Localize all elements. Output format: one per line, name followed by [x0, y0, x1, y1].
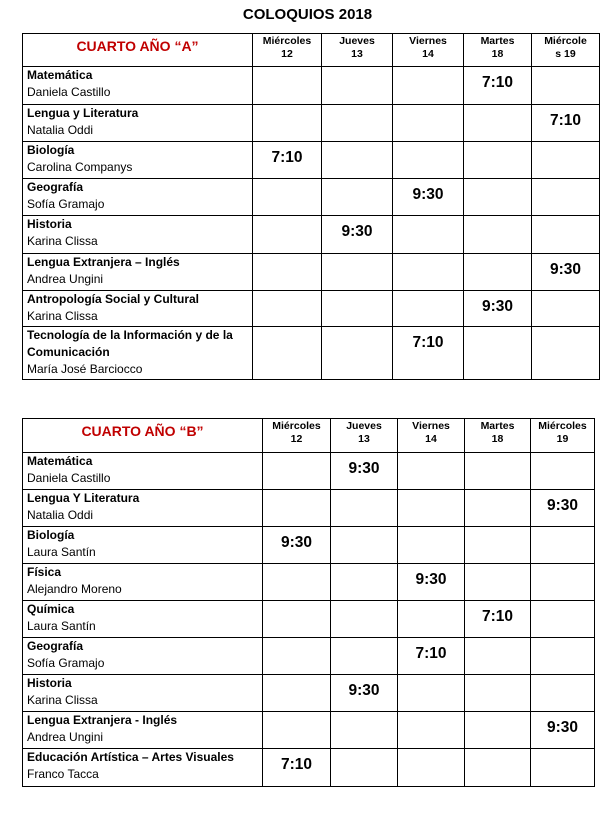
time-cell — [322, 105, 393, 142]
table-row — [23, 638, 595, 675]
subject-cell — [23, 638, 263, 675]
table-row — [23, 142, 600, 179]
time-cell — [465, 638, 531, 675]
time-cell — [331, 638, 398, 675]
table-row — [23, 564, 595, 601]
table-row — [23, 327, 600, 380]
teacher-name: Sofía Gramajo — [27, 197, 105, 211]
time-cell: 7:10 — [253, 142, 322, 179]
time-cell — [398, 490, 465, 527]
teacher-name: María José Barciocco — [27, 362, 143, 376]
subject-cell — [23, 453, 263, 490]
subject-name: Tecnología de la Información y de la Comunicación — [27, 328, 233, 359]
subject-name: Historia — [27, 676, 72, 690]
time-cell: 9:30 — [532, 254, 600, 291]
time-cell — [464, 254, 532, 291]
time-cell: 7:10 — [398, 638, 465, 675]
time-cell — [531, 638, 595, 675]
time-cell — [253, 105, 322, 142]
day-header — [531, 419, 595, 453]
table-row — [23, 216, 600, 254]
time-cell — [263, 675, 331, 712]
subject-cell — [23, 216, 253, 254]
time-cell — [253, 254, 322, 291]
time-cell — [532, 216, 600, 254]
subject-cell — [23, 749, 263, 787]
subject-name: Biología — [27, 143, 75, 157]
time-cell — [465, 712, 531, 749]
table-row — [23, 105, 600, 142]
schedule-table-b — [22, 418, 595, 787]
day-header — [464, 34, 532, 67]
subject-cell — [23, 179, 253, 216]
time-cell — [532, 179, 600, 216]
subject-name: Educación Artística – Artes Visuales — [27, 750, 234, 764]
subject-name: Lengua Y Literatura — [27, 491, 140, 505]
time-cell — [331, 712, 398, 749]
header-row — [23, 419, 595, 453]
time-cell — [331, 749, 398, 787]
time-cell — [322, 254, 393, 291]
day-number: 12 — [290, 433, 303, 445]
day-number: 12 — [281, 48, 293, 60]
teacher-name: Franco Tacca — [27, 767, 99, 781]
time-cell — [393, 142, 464, 179]
time-cell — [465, 564, 531, 601]
day-number: 14 — [422, 48, 434, 60]
subject-cell — [23, 67, 253, 105]
time-cell: 7:10 — [532, 105, 600, 142]
time-cell — [532, 291, 600, 327]
day-number: 18 — [491, 433, 504, 445]
time-cell — [464, 142, 532, 179]
day-name: Miércole — [544, 35, 587, 47]
day-header — [398, 419, 465, 453]
teacher-name: Carolina Companys — [27, 160, 133, 174]
time-cell — [322, 291, 393, 327]
time-cell — [465, 453, 531, 490]
subject-cell — [23, 142, 253, 179]
time-cell — [398, 527, 465, 564]
time-cell — [253, 67, 322, 105]
subject-cell — [23, 490, 263, 527]
teacher-name: Andrea Ungini — [27, 730, 104, 744]
teacher-name: Karina Clissa — [27, 309, 98, 323]
subject-cell — [23, 327, 253, 380]
subject-cell — [23, 564, 263, 601]
teacher-name: Laura Santín — [27, 545, 96, 559]
time-cell — [398, 749, 465, 787]
time-cell — [393, 105, 464, 142]
subject-cell — [23, 675, 263, 712]
time-cell — [393, 254, 464, 291]
time-cell — [531, 564, 595, 601]
subject-name: Biología — [27, 528, 75, 542]
time-cell — [398, 453, 465, 490]
day-number: s 19 — [555, 48, 576, 60]
time-cell: 9:30 — [331, 453, 398, 490]
time-cell: 7:10 — [263, 749, 331, 787]
day-name: Miércoles — [538, 420, 587, 432]
teacher-name: Natalia Oddi — [27, 123, 94, 137]
day-header — [532, 34, 600, 67]
subject-name: Matemática — [27, 68, 93, 82]
time-cell — [322, 67, 393, 105]
time-cell — [398, 675, 465, 712]
day-header — [465, 419, 531, 453]
table-row — [23, 675, 595, 712]
time-cell — [263, 638, 331, 675]
time-cell: 9:30 — [531, 712, 595, 749]
day-name: Viernes — [412, 420, 450, 432]
time-cell — [465, 490, 531, 527]
schedule-table-a — [22, 33, 600, 380]
time-cell — [263, 490, 331, 527]
day-name: Viernes — [409, 35, 447, 47]
subject-cell — [23, 712, 263, 749]
table-row — [23, 749, 595, 787]
table-row — [23, 601, 595, 638]
time-cell: 9:30 — [331, 675, 398, 712]
header-row — [23, 34, 600, 67]
teacher-name: Karina Clissa — [27, 234, 98, 248]
time-cell: 9:30 — [464, 291, 532, 327]
subject-name: Geografía — [27, 180, 84, 194]
time-cell — [531, 675, 595, 712]
time-cell — [531, 601, 595, 638]
time-cell — [331, 490, 398, 527]
time-cell — [464, 327, 532, 380]
time-cell — [531, 749, 595, 787]
day-number: 19 — [556, 433, 569, 445]
day-number: 13 — [351, 48, 363, 60]
table-row — [23, 712, 595, 749]
table-row — [23, 67, 600, 105]
table-row — [23, 291, 600, 327]
subject-name: Lengua Extranjera - Inglés — [27, 713, 178, 727]
teacher-name: Daniela Castillo — [27, 471, 111, 485]
time-cell: 9:30 — [393, 179, 464, 216]
subject-name: Lengua Extranjera – Inglés — [27, 255, 180, 269]
time-cell: 7:10 — [393, 327, 464, 380]
time-cell — [263, 564, 331, 601]
day-name: Miércoles — [272, 420, 321, 432]
day-header — [331, 419, 398, 453]
time-cell — [465, 675, 531, 712]
time-cell — [263, 601, 331, 638]
table-row — [23, 179, 600, 216]
time-cell: 9:30 — [398, 564, 465, 601]
time-cell — [253, 216, 322, 254]
day-number: 18 — [491, 48, 504, 60]
time-cell — [253, 179, 322, 216]
time-cell — [322, 142, 393, 179]
time-cell — [464, 105, 532, 142]
time-cell — [532, 142, 600, 179]
subject-name: Antropología Social y Cultural — [27, 292, 200, 306]
time-cell — [393, 67, 464, 105]
subject-name: Historia — [27, 217, 72, 231]
day-name: Jueves — [346, 420, 382, 432]
time-cell — [253, 291, 322, 327]
time-cell — [331, 601, 398, 638]
table-heading: CUARTO AÑO “B” — [23, 419, 263, 453]
subject-cell — [23, 527, 263, 564]
time-cell — [331, 564, 398, 601]
time-cell — [398, 712, 465, 749]
subject-cell — [23, 254, 253, 291]
subject-cell — [23, 291, 253, 327]
day-number: 14 — [425, 433, 437, 445]
subject-cell — [23, 601, 263, 638]
day-header — [253, 34, 322, 67]
day-name: Martes — [480, 420, 515, 432]
teacher-name: Sofía Gramajo — [27, 656, 105, 670]
table-heading: CUARTO AÑO “A” — [23, 34, 253, 67]
time-cell: 9:30 — [263, 527, 331, 564]
day-name: Martes — [480, 35, 515, 47]
time-cell — [322, 179, 393, 216]
subject-name: Química — [27, 602, 75, 616]
table-row — [23, 527, 595, 564]
time-cell — [465, 527, 531, 564]
time-cell: 7:10 — [464, 67, 532, 105]
subject-name: Lengua y Literatura — [27, 106, 139, 120]
teacher-name: Alejandro Moreno — [27, 582, 122, 596]
subject-name: Física — [27, 565, 62, 579]
time-cell — [464, 179, 532, 216]
day-name: Miércoles — [262, 35, 312, 47]
time-cell: 7:10 — [465, 601, 531, 638]
time-cell: 9:30 — [322, 216, 393, 254]
time-cell — [532, 327, 600, 380]
teacher-name: Daniela Castillo — [27, 85, 111, 99]
time-cell — [263, 453, 331, 490]
time-cell — [465, 749, 531, 787]
teacher-name: Andrea Ungini — [27, 272, 104, 286]
subject-cell — [23, 105, 253, 142]
page-title: COLOQUIOS 2018 — [242, 6, 373, 23]
teacher-name: Karina Clissa — [27, 693, 98, 707]
time-cell — [531, 527, 595, 564]
time-cell — [331, 527, 398, 564]
time-cell — [253, 327, 322, 380]
time-cell: 9:30 — [531, 490, 595, 527]
time-cell — [398, 601, 465, 638]
time-cell — [263, 712, 331, 749]
time-cell — [464, 216, 532, 254]
table-row — [23, 254, 600, 291]
day-header — [322, 34, 393, 67]
teacher-name: Natalia Oddi — [27, 508, 94, 522]
time-cell — [393, 216, 464, 254]
day-header — [393, 34, 464, 67]
day-header — [263, 419, 331, 453]
subject-name: Matemática — [27, 454, 93, 468]
day-number: 13 — [358, 433, 370, 445]
time-cell — [322, 327, 393, 380]
subject-name: Geografía — [27, 639, 84, 653]
table-row — [23, 490, 595, 527]
table-row — [23, 453, 595, 490]
time-cell — [531, 453, 595, 490]
time-cell — [532, 67, 600, 105]
teacher-name: Laura Santín — [27, 619, 96, 633]
day-name: Jueves — [339, 35, 375, 47]
time-cell — [393, 291, 464, 327]
